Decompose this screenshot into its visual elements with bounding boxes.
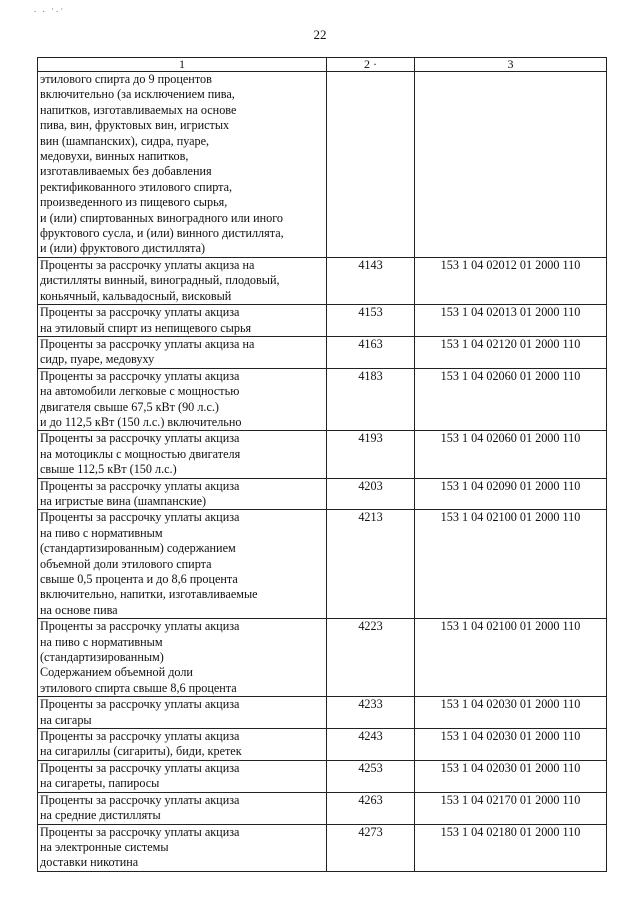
row-description: Проценты за рассрочку уплаты акциза на игристые вина (шампанские): [38, 478, 327, 510]
scan-corner-marks: . . ·.·: [34, 4, 66, 14]
table-row: [38, 368, 607, 431]
column-header-1: 1: [38, 58, 327, 72]
row-code: 4203: [327, 478, 415, 510]
row-code: 4233: [327, 697, 415, 729]
table-header-row: [38, 58, 607, 72]
table-row: [38, 305, 607, 337]
table-row: [38, 336, 607, 368]
row-description: Проценты за рассрочку уплаты акциза на пиво с нормативным (стандартизированным) содержанием объемной доли этилового спирта свыше 0,5 процента и до 8,6 процента включительно, напитки, изготавливаемые на основе пива: [38, 510, 327, 619]
table-row: [38, 760, 607, 792]
kbk-table: [37, 57, 607, 872]
row-code: 4143: [327, 257, 415, 304]
row-kbk: 153 1 04 02030 01 2000 110: [415, 760, 607, 792]
row-code: 4263: [327, 792, 415, 824]
row-description: Проценты за рассрочку уплаты акциза на этиловый спирт из непищевого сырья: [38, 305, 327, 337]
table-row: [38, 824, 607, 871]
row-kbk: 153 1 04 02100 01 2000 110: [415, 619, 607, 697]
table-row: [38, 510, 607, 619]
table-row: [38, 478, 607, 510]
column-header-3: 3: [415, 58, 607, 72]
row-kbk: 153 1 04 02100 01 2000 110: [415, 510, 607, 619]
row-kbk: [415, 72, 607, 258]
page-number: 22: [313, 27, 327, 42]
row-code: 4183: [327, 368, 415, 431]
row-description: Проценты за рассрочку уплаты акциза на автомобили легковые с мощностью двигателя свыше 67,5 кВт (90 л.с.) и до 112,5 кВт (150 л.с.) включительно: [38, 368, 327, 431]
table-row: [38, 697, 607, 729]
row-description: Проценты за рассрочку уплаты акциза на средние дистилляты: [38, 792, 327, 824]
table-row: [38, 431, 607, 478]
row-description: Проценты за рассрочку уплаты акциза на электронные системы доставки никотина: [38, 824, 327, 871]
row-code: 4223: [327, 619, 415, 697]
row-code: 4163: [327, 336, 415, 368]
row-code: 4253: [327, 760, 415, 792]
table-row: [38, 792, 607, 824]
row-code: 4153: [327, 305, 415, 337]
row-code: 4243: [327, 729, 415, 761]
row-kbk: 153 1 04 02120 01 2000 110: [415, 336, 607, 368]
row-kbk: 153 1 04 02170 01 2000 110: [415, 792, 607, 824]
row-kbk: 153 1 04 02090 01 2000 110: [415, 478, 607, 510]
row-code: 4273: [327, 824, 415, 871]
table-row: [38, 619, 607, 697]
row-kbk: 153 1 04 02012 01 2000 110: [415, 257, 607, 304]
row-description: Проценты за рассрочку уплаты акциза на мотоциклы с мощностью двигателя свыше 112,5 кВт (150 л.с.): [38, 431, 327, 478]
row-description: Проценты за рассрочку уплаты акциза на пиво с нормативным (стандартизированным) Содержанием объемной доли этилового спирта свыше 8,6 процента: [38, 619, 327, 697]
row-description: Проценты за рассрочку уплаты акциза на сигареты, папиросы: [38, 760, 327, 792]
row-code: 4193: [327, 431, 415, 478]
row-code: 4213: [327, 510, 415, 619]
row-description: этилового спирта до 9 процентов включительно (за исключением пива, напитков, изготавливаемых на основе пива, вин, фруктовых вин, игристых вин (шампанских), сидра, пуаре, медовухи, винных напитков, изготавливаемых без добавления ректификованного этилового спирта, произведенного из пищевого сырья, и (или) спиртованных виноградного или иного фруктового сусла, и (или) винного дистиллята, и (или) фруктового дистиллята): [38, 72, 327, 258]
table-row: [38, 729, 607, 761]
row-description: Проценты за рассрочку уплаты акциза на сигары: [38, 697, 327, 729]
row-kbk: 153 1 04 02060 01 2000 110: [415, 431, 607, 478]
row-kbk: 153 1 04 02180 01 2000 110: [415, 824, 607, 871]
row-kbk: 153 1 04 02013 01 2000 110: [415, 305, 607, 337]
row-kbk: 153 1 04 02060 01 2000 110: [415, 368, 607, 431]
row-kbk: 153 1 04 02030 01 2000 110: [415, 697, 607, 729]
row-kbk: 153 1 04 02030 01 2000 110: [415, 729, 607, 761]
table-row: [38, 72, 607, 258]
row-description: Проценты за рассрочку уплаты акциза на сигариллы (сигариты), биди, кретек: [38, 729, 327, 761]
row-description: Проценты за рассрочку уплаты акциза на сидр, пуаре, медовуху: [38, 336, 327, 368]
row-description: Проценты за рассрочку уплаты акциза на дистилляты винный, виноградный, плодовый, коньячный, кальвадосный, висковый: [38, 257, 327, 304]
column-header-2: 2 ·: [327, 58, 415, 72]
table-row: [38, 257, 607, 304]
row-code: [327, 72, 415, 258]
